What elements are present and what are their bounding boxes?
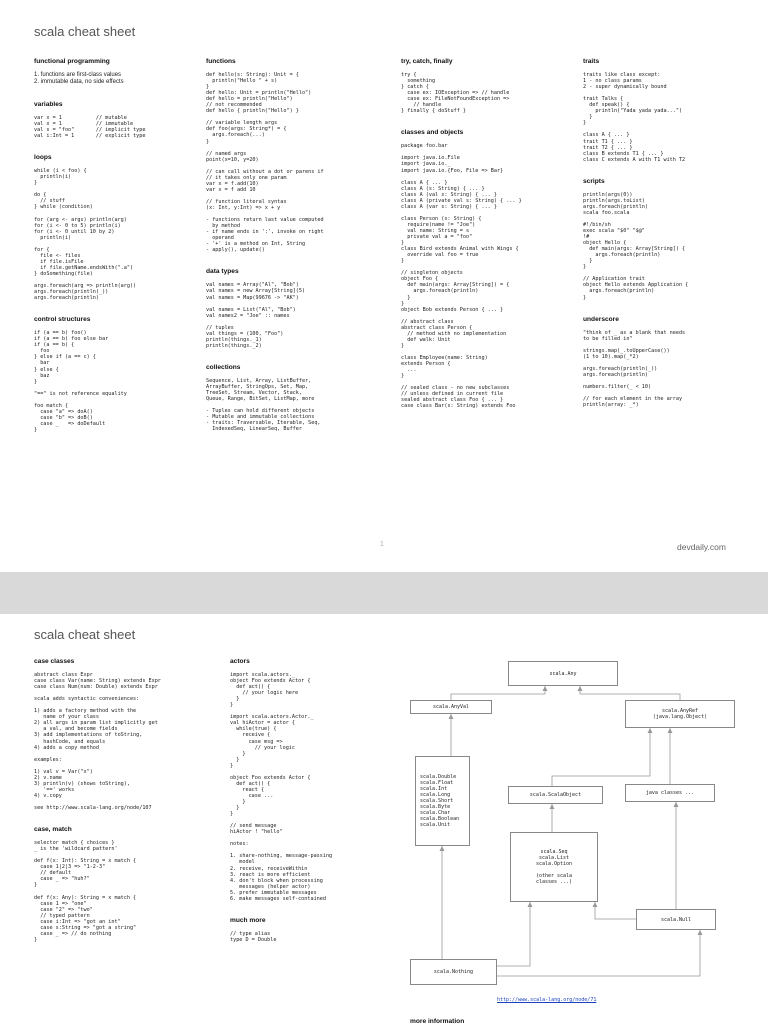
page-gap [0,572,768,614]
column-3 [401,58,569,424]
column-1 [34,58,202,448]
section-heading: variables [34,101,63,108]
section-content: package foo.bar import java.io.File import java.io._ import java.io.{Foo, File => Bar} class A { ... } class A (s: String) { ... } class A (val s: String) { ... } class A (private val s: String) { ... } class A (var s: String) { ... } class Person (s: String) { require(name != "Joe") val name: String = s private val a = "foo" } class Bird extends Animal with Wings { override val foo = true } // singleton objects object Foo { def main(args: Array[String]) = { args.foreach(println) } } object Bob extends Person { ... } // abstract class abstract class Person { // method with no implementation def walk: Unit } class Employee(name: String) extends Person { ... } // sealed class - no new subclasses // unless defined in current file sealed abstract class Foo { ... } case class Bar(s: String) extends Foo [401,143,522,410]
section-content: while (i < foo) { println(i) } do { // stuff } while (condition) for (arg <- args) println(arg) for (i <- 0 to 5) println(i) for (i <- 0 until 10 by 2) println(i) for { file <- files if file.isFile if file.getName.endsWith(".a") } doSomething(file) args.foreach(arg => println(arg)) args.foreach(println(_)) args.foreach(println) [34,168,137,302]
section-heading: case, match [34,826,72,834]
section-content: val names = Array("Al", "Bob") val names = new Array[String](5) val names = Map(99676 -> "AK") val names = List("Al", "Bob") val names2 = "Joe" :: names // tuples val things = (100, "Foo") println(things._1) println(things._2) [206,282,306,349]
section-content: if (a == b) foo() if (a == b) foo else bar if (a == b) { foo } else if (a == c) { bar } else { baz } "==" is not reference equality foo match { case "a" => doA() case "b" => doB() case _ => doDefault } [34,330,127,433]
node-scala-any: scala.Any [508,661,618,686]
section-scripts [583,178,751,301]
section-heading-more-information: more information [410,1018,465,1024]
section-heading: much more [230,916,266,924]
section-control-structures [34,316,202,433]
brand-footer: devdaily.com [677,542,726,552]
node-scala-null: scala.Null [636,909,716,930]
column-4 [583,58,751,423]
section-heading: case classes [34,658,75,665]
node-scala-scalaobject: scala.ScalaObject [508,786,603,804]
section-heading: try, catch, finally [401,58,453,65]
section-content: try { something } catch { case ex: IOException => // handle case ex: FileNotFoundException => // handle } finally { doStuff } [401,72,510,115]
section-loops [34,154,202,301]
section-heading: collections [206,363,241,371]
diagram-arrows [0,614,768,1024]
section-content: import scala.actors._ object Foo extends Actor { def act() { // your logic here } } import scala.actors.Actor._ val hiActor = actor { while(true) { receive { case msg => // your logic } } } object Foo extends Actor { def act() { react { case ... } } } // send message hiActor ! "hello" notes: 1. share-nothing, message-passing model 2. receive, receiveWithin 3. react is more efficient 4. don't block when processing messages (helper actor) 5. prefer immutable messages 6. make messages self-contained [230,672,333,902]
section-content: def hello(s: String): Unit = { println("Hello " + s) } def hello: Unit = println("Hello") def hello = println("Hello") // not recommended def hello { println("Hello") } // variable length args def foo(args: String*) = { args.foreach(...) } // named args point(x=10, y=20) // can call without a dot or parens if // it takes only one param var x = f.add(10) var x = f add 10 // function literal syntax (x: Int, y:Int) => x + y - functions return last value computed by method - if name ends in ':', invoke on right operand - '+' is a method on Int, String - apply(), update() [206,72,324,254]
section-content: "think of _ as a blank that needs to be filled in" strings.map(_.toUpperCase()) (1 to 10).map(_*2) args.foreach(println(_)) args.foreach(println) numbers.filter(_ < 10) // for each element in the array println(array: _*) [583,329,686,409]
section-heading: traits [583,58,600,65]
section-data-types [206,268,374,349]
section-heading: functional programming [34,58,110,65]
section-content: abstract class Expr case class Var(name: String) extends Expr case class Num(num: Double) extends Expr scala adds syntactic conveniences: 1) adds a factory method with the name of your class 2) all args in param list implicitly get a val, and become fields 3) add implementations of toString, hashCode, and equals 4) adds a copy method examples: 1) val v = Var("x") 2) v.name 3) println(v) (shows toString), '==' works 4) v.copy see http://www.scala-lang.org/node/107 [34,672,161,812]
section-heading: scripts [583,177,605,185]
node-java-classes: java classes ... [625,784,715,802]
section-heading: classes and objects [401,129,464,137]
section-classes-and-objects [401,129,569,409]
section-heading: functions [206,58,236,65]
section-variables [34,101,202,139]
section-functional-programming [34,58,202,86]
page-title: scala cheat sheet [34,24,136,39]
section-content: var x = 1 // mutable val x = 1 // immutable val s = "foo" // implicit type val i:Int = 1 // explicit type [34,115,146,140]
scala-lang-link[interactable]: http://www.scala-lang.org/node/71 [497,997,597,1003]
section-try-catch-finally [401,58,569,114]
node-value-types: scala.Double scala.Float scala.Int scala.Long scala.Short scala.Byte scala.Char scala.Boolean scala.Unit [415,756,470,846]
section-heading: underscore [583,315,619,323]
section-heading: control structures [34,316,91,324]
section-content: Sequence, List, Array, ListBuffer, ArrayBuffer, StringOps, Set, Map, TreeSet, Stream, Vector, Stack, Queue, Range, BitSet, ListMap, more - Tuples can hold different objects - Mutable and immutable collections - traits: Traversable, Iterable, Seq, IndexedSeq, LinearSeq, Buffer [206,377,321,433]
page-number: 1 [380,541,384,548]
section-heading: loops [34,154,52,162]
column-2 [206,58,374,447]
cheat-sheet-page-2 [0,614,768,1024]
section-collections [206,364,374,432]
section-traits [583,58,751,163]
section-heading: data types [206,268,239,276]
section-content: println(args(0)) println(args.toList) args.foreach(println) scala foo.scala #!/bin/sh exec scala "$0" "$@" !# object Hello { def main(args: Array[String]) { args.foreach(println) } } // Application trait object Hello extends Application { args.foreach(println) } [583,191,689,301]
section-underscore [583,316,751,409]
section-content: 1. functions are first-class values 2. immutable data, no side effects [34,72,124,85]
section-content: selector match { choices } _ is the 'wildcard pattern' def f(x: Int): String = x match { case 1|2|3 => "1-2-3" // default case _ => "huh?" } def f(x: Any): String = x match { case 1 => "one" case "2" => "two" // typed pattern case i:Int => "got an int" case s:String => "got a string" case _ => // do nothing } [34,840,137,943]
page-title: scala cheat sheet [34,627,136,642]
section-content: // type alias type D = Double [230,930,277,943]
section-content: traits like class except: 1 - no class params 2 - super dynamically bound trait Talks { def speak() { println("Yada yada yada...") } } class A { ... } trait T1 { ... } trait T2 { ... } class B extends T1 { ... } class C extends A with T1 with T2 [583,72,686,163]
section-functions [206,58,374,253]
node-scala-anyref: scala.AnyRef (java.lang.Object) [625,700,735,728]
section-heading: actors [230,658,250,665]
node-scala-seq: scala.Seq scala.List scala.Option (other scala classes ...) [510,832,598,902]
node-scala-anyval: scala.AnyVal [410,700,492,714]
node-scala-nothing: scala.Nothing [410,959,497,985]
